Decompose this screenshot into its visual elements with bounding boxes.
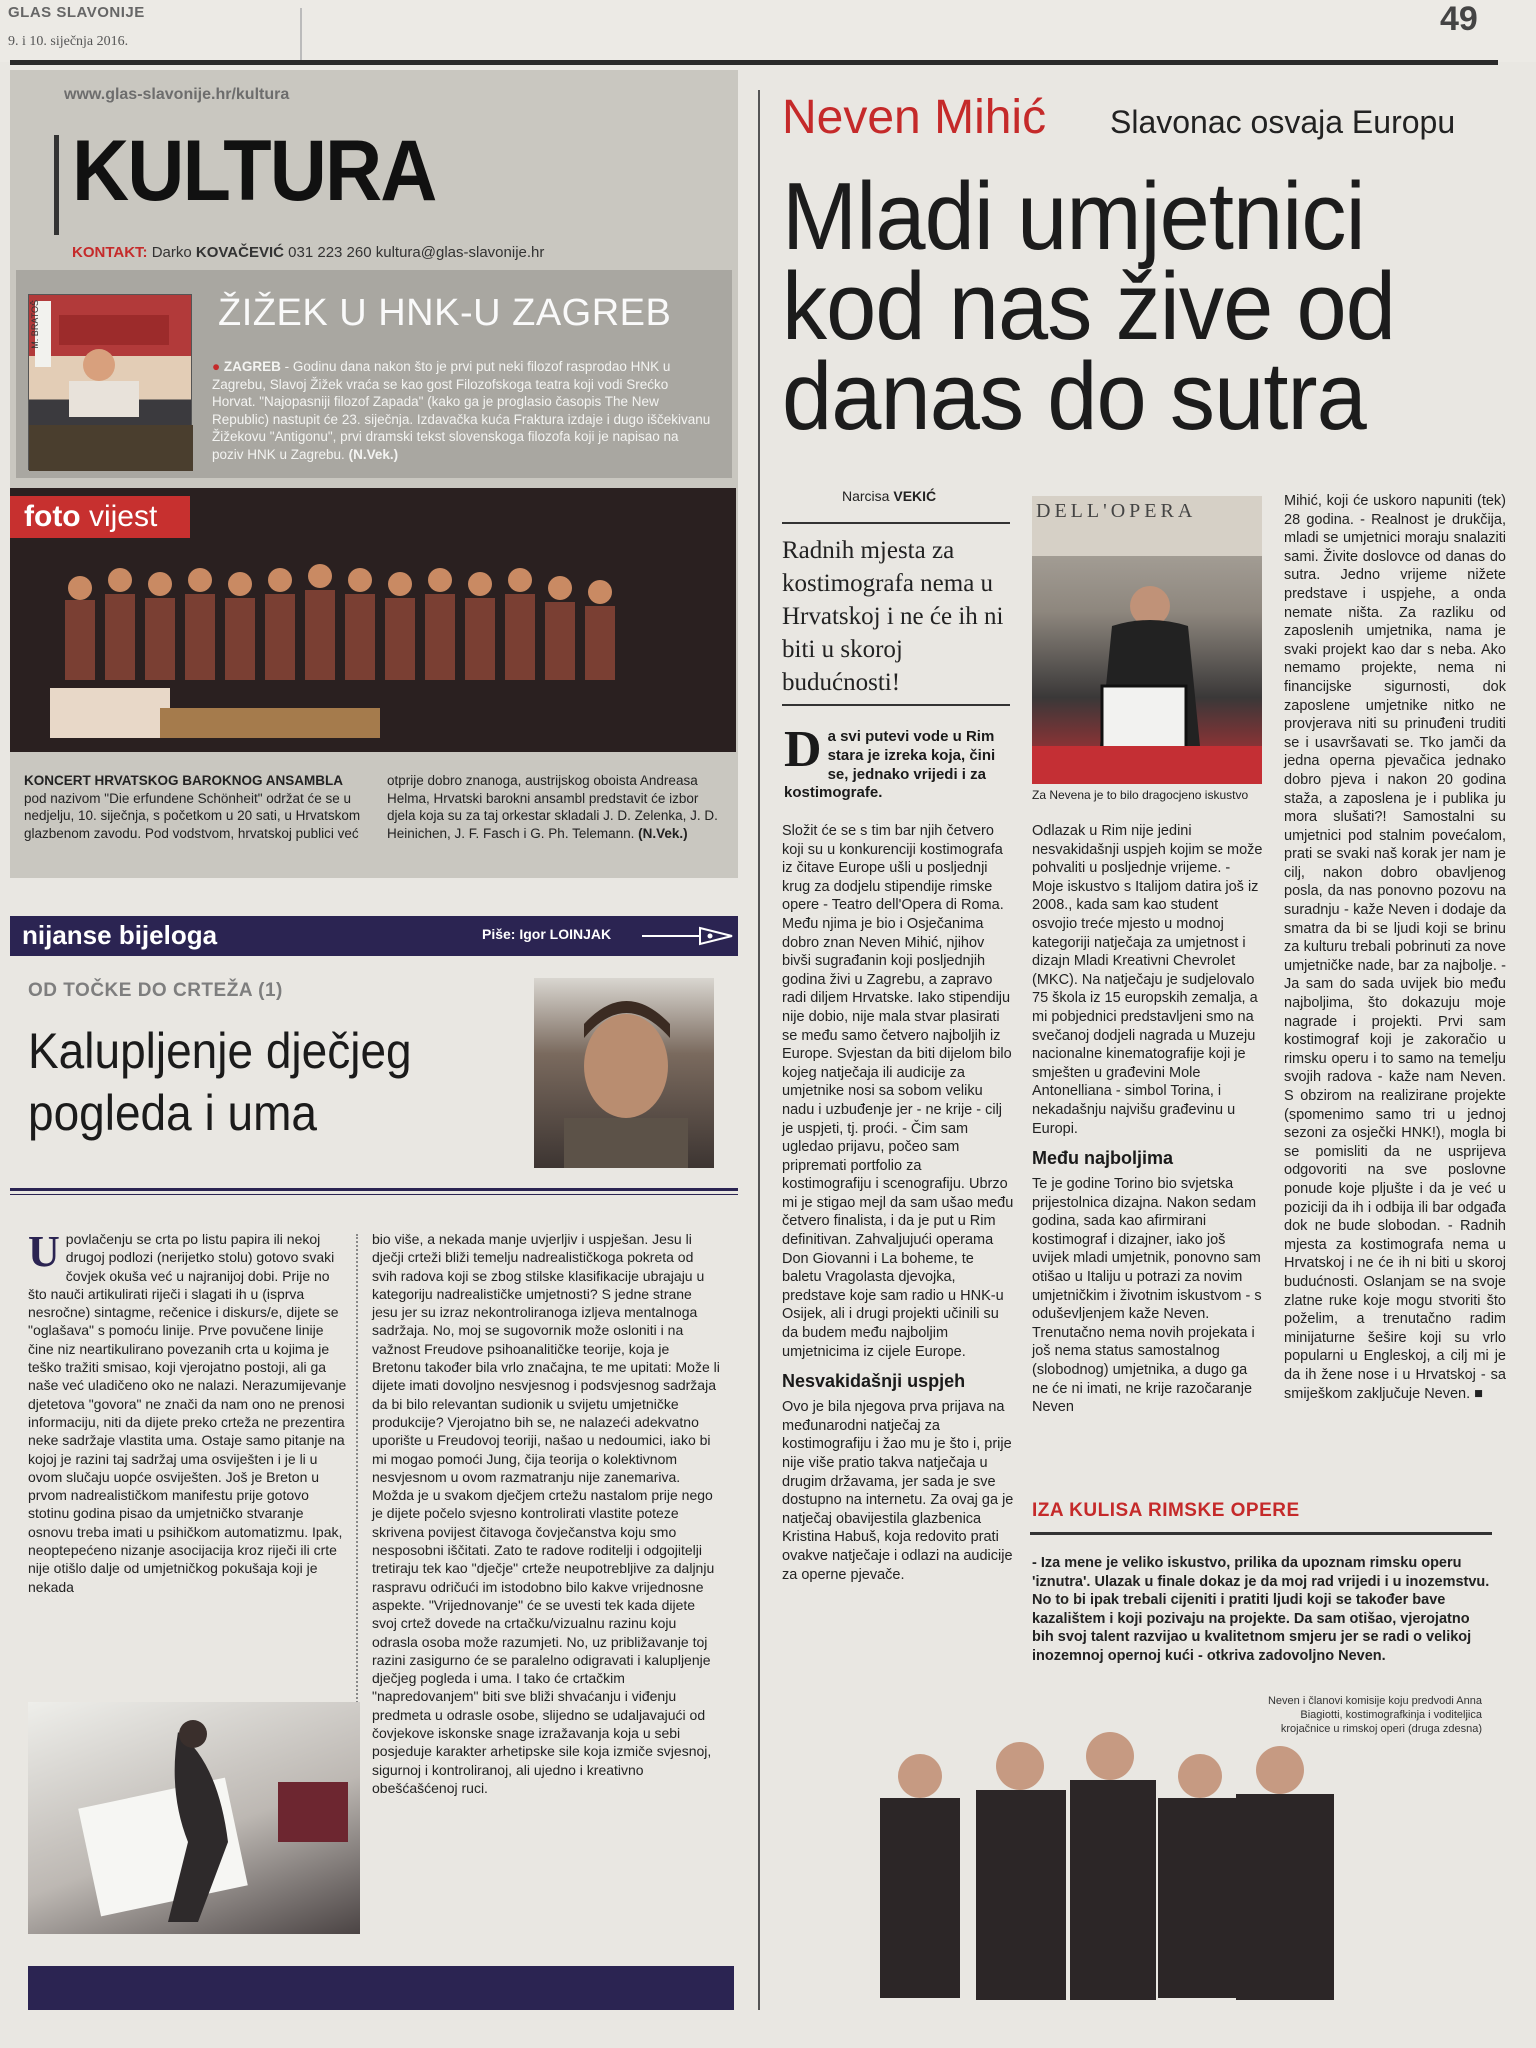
zizek-photo-illustration: [29, 295, 193, 471]
feature-headline: Mladi umjetnici kod nas žive od danas do sutra: [782, 163, 1395, 450]
child-drawing-photo: [28, 1702, 360, 1934]
author-portrait-illustration: [534, 978, 714, 1168]
sidebar-box-rule: [1030, 1532, 1492, 1535]
zizek-text: [212, 358, 712, 463]
photo-credit: M. BRATOŠ: [30, 300, 40, 349]
feature-lead: [784, 721, 1010, 803]
drop-cap: U: [28, 1227, 60, 1276]
concert-caption-text: pod nazivom "Die erfundene Schönheit" održat će se u nedjelju, 10. siječnja, s početkom u 20 sati, u Hrvatskom glazbenom zavodu. Pod vodstvom, hrvatskoj publici već otprije dobro znanoga, austrijskog oboista Andreasa Helma, Hrvatski barokni ansambl predstavit će izbor djela koja su za taj orkestar skladali J. D. Zelenka, J. D. Heinichen, J. F. Fasch i G. Ph. Telemann.: [24, 773, 718, 841]
page-number: 49: [1440, 0, 1478, 38]
feature-column-1-text: Složit će se s tim bar njih četvero koji su u konkurenciji kostimografa iz čitave Europe ušli u posljednji krug za dodjelu stipendije rimske opere - Teatro dell'Opera di Roma. Među njima je bio i Osječanima dobro znan Neven Mihić, njihov bivši sugrađanin koji posljednjih godina živi u Zagrebu, a zapravo radi diljem Hrvatske. Iako stipendiju nije dobio, nije mala stvar plasirati se među samo četvero najboljih iz Europe. Svjestan da biti dijelom bilo kojeg natječaja ili audicije za umjetnike nosi sa sobom veliku nadu i uzbuđenje jer - ne krije - cilj je uspjeti, tj. proći. - Čim sam ugledao prijavu, počeo sam pripremati portfolio za kostimografiju i scenografiju. Ubrzo mi je stigao mejl da sam ušao među četvero finalista, i da je put u Rim definitivan. Zahvaljujući operama Don Giovanni i La boheme, te baletu Vragolasta djevojka, predstave koje sam radio u HNK-u Osijek, ali i drugi projekti učinili su da budem među najboljim umjetnicima iz cijele Europe.: [782, 823, 1014, 1360]
column-body-left-text: povlačenju se crta po listu papira ili nekoj drugoj podlozi (nerijetko stolu) gotovo svaki čovjek okuša već u najranijoj dobi. Prije no što nauči artikulirati riječi i slagati ih u (isprva nesročne) sintagme, rečenice i diskurs/e, dijete se "oglašava" s pomoću linije. Prve povučene linije čine niz neartikulirano povezanih crta u kojima je teško tražiti smisao, koji vjerojatno postoji, ali ga naše već uladičeno oko ne nalazi. Nerazumijevanje djetetova "govora" ne znači da nam ono ne prenosi informaciju, niti da dijete preko crteža ne prezentira neke sadržaje vlastita uma. Ostaje samo pitanje na kojoj je razini taj sadržaj uma osviješten i je li u ovom slučaju uopće osviješten. Još je Breton u prvom nadrealističkom manifestu prije gotovo stotinu godina pisao da umjetničko stvaranje osnovu treba imati u psihičkom automatizmu. Ipak, neoptерećeno nizanje asocijacija kroz riječi ili crte nije otišlo dalje od umjetničkog pokušaja koji je nekada: [28, 1231, 347, 1595]
issue-date: 9. i 10. siječnja 2016.: [8, 34, 129, 49]
feature-byline: [842, 488, 936, 504]
column-divider: [758, 90, 760, 2010]
feature-column-2-text: Odlazak u Rim nije jedini nesvakidašnji uspjeh kojim se može pohvaliti u posljednje vrijeme. - Moje iskustvo s Italijom datira još iz 2008., kada sam kao student osvojio treće mjesto u modnoj kategoriji natječaja za umjetnost i dizajn Mladi Kreativni Chevrolet (MKC). Na natječaju je sudjelovalo 75 škola iz 15 europskih zemalja, a mi pobjednici predstavljeni smo na svečanoj dodjeli nagrada u Muzeju nacionalne kinematografije koji je smješten u građevini Mole Antonelliana - simbol Torina, i nekadašnju najvišu građevinu u Europi.: [1032, 823, 1263, 1137]
section-marker: [54, 135, 59, 235]
series-title: OD TOČKE DO CRTEŽA (1): [28, 980, 283, 1001]
column-footer-bar: [28, 1966, 734, 2010]
sidebar-box-text: - Iza mene je veliko iskustvo, prilika da upoznam rimsku operu 'iznutra'. Ulazak u finale dokaz je da moj rad vrijedi i u inozemstvu. No to bi ipak trebali cijeniti i pratiti ljudi koji se također bave kazalištem i koji pozivaju na projekte. Da sam otišao, vjerojatno bih svoj talent razvijao u kvalitetnom smjeru jer se radi o velikoj inozemnoj opernoj kući - otkriva zadovoljno Neven.: [1032, 1555, 1490, 1664]
fountain-pen-icon: [640, 920, 736, 952]
feature-column-1: [782, 822, 1014, 1584]
section-title: KULTURA: [72, 123, 436, 219]
byline-last: VEKIĆ: [893, 488, 937, 504]
zizek-headline: ŽIŽEK U HNK-U ZAGREB: [218, 292, 672, 334]
group-photo-caption: Neven i članovi komisije koju predvodi Anna Biagiotti, kostimografkinja i voditeljica krojačnice u rimskoj operi (druga zdesna): [1267, 1695, 1482, 1735]
column-body-left: [28, 1227, 348, 1596]
feature-column-2b-text: Te je godine Torino bio svjetska prijestolnica dizajna. Nakon sedam godina, sada kao afirmirani kostimograf i dizajner, iako još uvijek mladi umjetnik, ponovno sam otišao u Italiju u potrazi za novim umjetničkim i životnim iskustvom - s oduševljenjem kaže Neven. Trenutačno nema novih projekata i još nema status samostalnog (slobodnog) umjetnika, a dugo ga ne će ni imati, ne krije razočaranje Neven: [1032, 1176, 1262, 1416]
contact-label: KONTAKT:: [72, 244, 148, 261]
zizek-dateline: ZAGREB: [223, 359, 281, 374]
pull-quote: Radnih mjesta za kostimografa nema u Hrvatskoj i ne će ih ni biti u skoroj budućnosti!: [782, 537, 1004, 696]
concert-caption: [24, 772, 724, 842]
rome-photo-caption: Za Nevena je to bilo dragocjeno iskustvo: [1032, 788, 1249, 802]
quote-rule-top: [782, 522, 1010, 524]
column-rule-thin: [10, 1194, 738, 1195]
contact-first-name: Darko: [151, 244, 192, 261]
column-rule: [10, 1188, 738, 1191]
subheading: Među najboljima: [1032, 1148, 1174, 1169]
photo-label-rest: vijest: [80, 500, 158, 533]
newspaper-name: GLAS SLAVONIJE: [8, 4, 145, 21]
opera-sign: DELL'OPERA: [1036, 500, 1197, 522]
section-url: www.glas-slavonije.hr/kultura: [64, 86, 290, 103]
column-name: nijanse bijeloga: [22, 920, 218, 950]
photo-news-label: [10, 496, 190, 538]
feature-subject-name: Neven Mihić: [782, 91, 1047, 144]
quote-rule-bottom: [782, 704, 1010, 706]
author-portrait: [534, 978, 714, 1168]
rome-opera-photo: [1032, 496, 1262, 784]
byline-first: Narcisa: [842, 488, 890, 504]
zizek-photo: [28, 294, 192, 470]
masthead: [0, 0, 1536, 62]
drop-cap: D: [784, 721, 822, 778]
rome-opera-illustration: [1032, 496, 1262, 784]
zizek-body: - Godinu dana nakon što je prvi put neki filozof rasprodao HNK u Zagrebu, Slavoj Žižek vraća se kao gost Filozofskoga teatra koji vodi Srećko Horvat. "Najopasniji filozof Zapada" (kako ga je proglasio časopis The New Republic) nastupit će 23. siječnja. Izdavačka kuća Fraktura izdaje i dugo iščekivanu Žižekovu "Antigonu", prvi dramski tekst slovenskoga filozofa koji je napisao na poziv HNK u Zagrebu.: [212, 359, 711, 462]
feature-column-2: [1032, 822, 1264, 1417]
bullet-icon: ●: [212, 359, 221, 374]
column-headline: Kalupljenje dječjeg pogleda i uma: [28, 1023, 412, 1141]
column-body-right: bio više, a nekada manje uvjerljiv i uspješan. Jesu li dječji crteži bliži temelju nadrealističkoga pokreta od svih radova koji se zbog stilske klasifikacije ubrajaju u kategoriju nadrealističke umjetnosti? S jedne strane jesu jer su izraz nekontroliranoga izljeva mentalnoga sadržaja. No, moj se sugovornik može osloniti i na važnost Freudove psihoanalitičke teorije, koja je Bretonu također bila vrlo značajna, te me upitati: Može li dijete imati dovoljno nesvjesnog i podsvjesnog sadržaja da bi bilo relevantan sudionik u svijetu umjetničke produkcije? Vjerojatno bih se, ne nalazeći adekvatno uporište u Freudovoj teoriji, našao u nedoumici, iako bi mi mogao pomoći Jung, čija teorija o kolektivnom nesvjesnom u ovom razmatranju nije zanemariva. Možda je u svakom dječjem crtežu nastalom prije nego je dijete počelo svjesno kontrolirati vlastite poteze skrivena povijest čitavoga čovječanstva koju smo nesposobni iščitati. Zato te radove roditelji i odgojitelji tretiraju tek kao "dječje" crteže neupotrebljive za daljnju raspravu odričući im istodobno bilo kakve vrijednosne aspekte. "Vrijednovanje" će se uvesti tek kada dijete svoj crtež dovede na crtačku/vizualnu razinu koju odrasla osoba može razumjeti. No, uz približavanje toj razini zasigurno će se paralelno odigravati i kalupljenje dječjeg pogleda i uma. I tako će crtačkim "napredovanjem" biti sve bliži shvaćanju i viđenju predmeta u odrasle osobe, slijedno se udaljavajući od čovjekove iskonske snage izražavanja koja u sebi posjeduje karakter arhetipske sile koja izmiče svjesnoj, sigurnoj i kontroliranoj, ali ujedno i kreativno obešćašćenoj ruci.: [372, 1231, 720, 1796]
concert-caption-credit: (N.Vek.): [634, 825, 688, 841]
child-drawing-illustration: [28, 1702, 360, 1934]
photo-label-bold: foto: [24, 500, 81, 533]
section-contact: [72, 244, 544, 261]
feature-column-1b-text: Ovo je bila njegova prva prijava na međunarodni natječaj za kostimografiju i žao mu je što i, prije nije više pratio takva natječaja u drugim državama, jer sada je sve dostupno na internetu. Za ovaj ga je natječaj obavijestila glazbenica Kristina Habuš, koja redovito prati ovakve natječaje i odlazi na audicije za operne pjevače.: [782, 1399, 1014, 1583]
masthead-divider: [300, 8, 302, 64]
feature-lead-text: a svi putevi vode u Rim stara je izreka koja, čini se, jednako vrijedi i za kostimografe.: [784, 728, 996, 802]
sidebar-box-title: IZA KULISA RIMSKE OPERE: [1032, 1500, 1300, 1521]
contact-last-name: KOVAČEVIĆ: [195, 244, 284, 261]
feature-kicker: Slavonac osvaja Europu: [1110, 104, 1456, 140]
concert-caption-head: KONCERT HRVATSKOG BAROKNOG ANSAMBLA: [24, 773, 343, 788]
column-author: Piše: Igor LOINJAK: [482, 926, 612, 942]
contact-details: 031 223 260 kultura@glas-slavonije.hr: [288, 244, 545, 261]
top-rule: [10, 60, 1498, 65]
subheading: Nesvakidašnji uspjeh: [782, 1371, 966, 1392]
feature-column-3: Mihić, koji će uskoro napuniti (tek) 28 godina. - Realnost je drukčija, mladi se umjetnici moraju snalaziti sami. Živite doslovce od danas do sutra. Jedno vrijeme nižete predstave i uspjehe, a onda nemate ništa. Za razliku od zaposlenih umjetnika, nama je svaki projekt kao dar s neba. Ako nemamo projekte, nema ni financijske sigurnosti, dok zaposlene umjetnike nitko ne provjerava niti su prinuđeni truditi se i usavršavati se. Tko jamči da jedna operna pjevačica jednako dobro pjeva i nakon 20 godina staža, a zaposlena je i publika ju mora slušati?! Samostalni su umjetnici pod stalnim povećalom, prati se svaki naš korak jer nam je cilj, nakon dobro obavljenog posla, da nas ponovno pozovu na suradnju - kaže Neven i dodaje da smatra da bi se ljudi koji se brinu za kulturu trebali pobrinuti za nove umjetničke nade, bar za najbolje. - Ja sam do sada uvijek bio među najboljima, što dokazuju moje nagrade i projekti. Prvi sam kostimograf koji je zakoračio u rimsku operu i to samo na temelju svojih radova - kaže nam Neven. S obzirom na realizirane projekte (spomenimo samo tri u jednoj sezoni za osječki HNK!), mogla bi se pomisliti da ne usprijeva odgovoriti na sve poslovne ponude koje pljušte i da je već u poziciji da ih i odbija ili bar odgađa dok ne bude slobodan. - Radnih mjesta za kostimografa nema u Hrvatskoj i ne će ih ni biti u skoroj budućnosti. Oslanjam se na svoje zlatne ruke koje mogu stvoriti što poželim, a trenutačno radim minijaturne šešire koji su vrlo popularni u Engleskoj, a cilj mi je da ih žene nose i u Hrvatskoj - sa smiješkom zaključuje Neven. ■: [1284, 493, 1506, 1402]
zizek-credit: (N.Vek.): [348, 446, 399, 462]
